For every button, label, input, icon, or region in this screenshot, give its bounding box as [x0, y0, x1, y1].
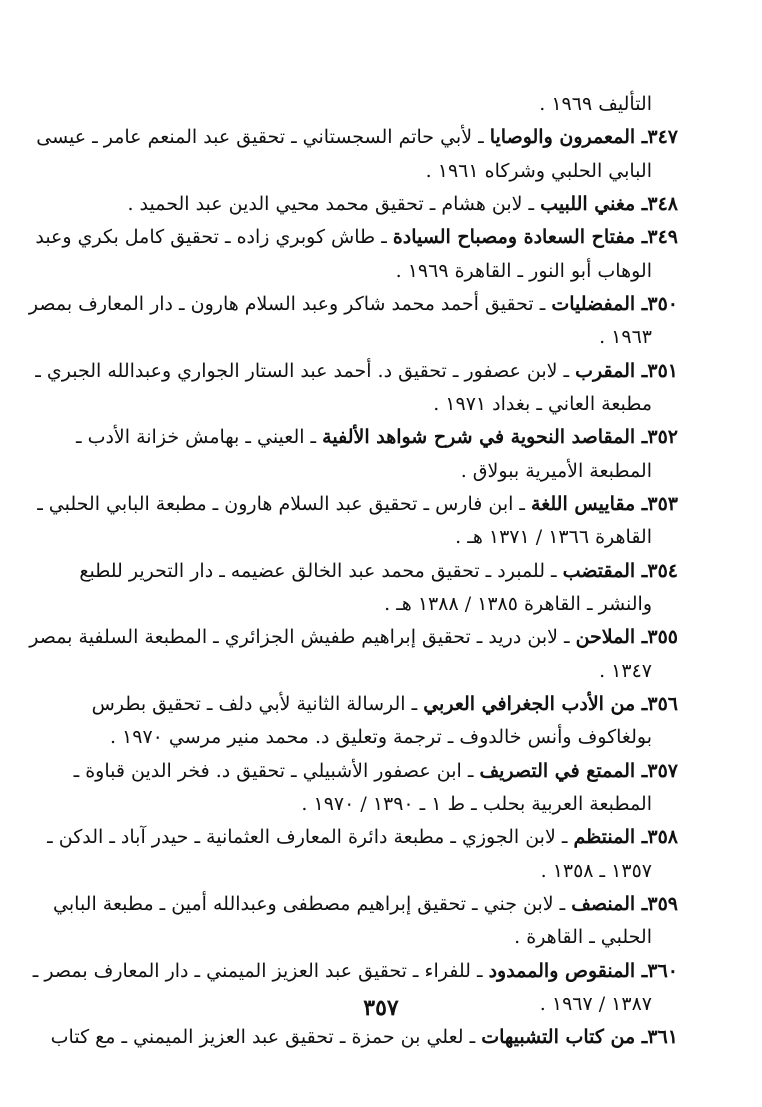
entry-continuation-line — [126, 655, 652, 687]
entry-continuation-line — [126, 88, 652, 120]
entry-number: ٣٦٠ — [647, 960, 678, 982]
entry-text: المطبعة العربية بحلب ـ ط ١ ـ ١٣٩٠ / ١٩٧٠ . — [301, 793, 652, 815]
entry-text: ـ العيني ـ بهامش خزانة الأدب ـ — [75, 426, 323, 448]
entry-text: ـ لابن دريد ـ تحقيق إبراهيم طفيش الجزائري ـ المطبعة السلفية بمصر — [29, 626, 576, 648]
entry-text: ١٣٨٧ / ١٩٦٧ . — [539, 993, 652, 1015]
entry-line — [28, 288, 678, 320]
entry-title: ـ المقتضب — [562, 560, 648, 582]
entry-line — [35, 221, 678, 253]
entry-line — [73, 755, 678, 787]
entry-line — [126, 188, 678, 220]
entry-number: ٣٥٠ — [647, 293, 678, 315]
entry-text: ـ ابن عصفور الأشبيلي ـ تحقيق د. فخر الدين قباوة ـ — [73, 760, 480, 782]
entry-continuation-line — [109, 721, 652, 753]
entry-title: ـ من الأدب الجغرافي العربي — [423, 693, 648, 715]
entry-title: ـ المقاصد النحوية في شرح شواهد الألفية — [322, 426, 648, 448]
entry-text: الوهاب أبو النور ـ القاهرة ١٩٦٩ . — [395, 260, 652, 282]
entry-line — [50, 1021, 678, 1053]
entry-text: ـ الرسالة الثانية لأبي دلف ـ تحقيق بطرس — [91, 693, 424, 715]
entry-text: ـ لابن جني ـ تحقيق إبراهيم مصطفى وعبدالله أمين ـ مطبعة البابي — [53, 893, 572, 915]
entry-text: ١٩٦٣ . — [599, 326, 652, 348]
entry-line — [37, 488, 678, 520]
entry-text: ـ للفراء ـ تحقيق عبد العزيز الميمني ـ دار المعارف بمصر ـ — [32, 960, 489, 982]
entry-number: ٣٥٦ — [647, 693, 678, 715]
entry-line — [29, 621, 678, 653]
entry-line — [36, 121, 678, 153]
entry-line — [35, 355, 678, 387]
entry-number: ٣٥٣ — [647, 493, 678, 515]
entry-title: ـ الملاحن — [575, 626, 648, 648]
entry-title: ـ الممتع في التصريف — [479, 760, 648, 782]
page-number: ٣٥٧ — [363, 995, 399, 1021]
entry-text: والنشر ـ القاهرة ١٣٨٥ / ١٣٨٨ هـ . — [384, 593, 652, 615]
entry-line — [75, 421, 678, 453]
entry-number: ٣٥٨ — [647, 826, 678, 848]
entry-text: ـ لابن عصفور ـ تحقيق د. أحمد عبد الستار الجواري وعبدالله الجبري ـ — [35, 360, 576, 382]
entry-text: ـ لعلي بن حمزة ـ تحقيق عبد العزيز الميمني ـ مع كتاب — [50, 1026, 482, 1048]
entry-text: مطبعة العاني ـ بغداد ١٩٧١ . — [433, 393, 652, 415]
entry-number: ٣٥٩ — [647, 893, 678, 915]
entry-continuation-line — [126, 455, 652, 487]
entry-text: ١٣٤٧ . — [599, 660, 652, 682]
entry-text: التأليف ١٩٦٩ . — [539, 93, 652, 115]
entry-title: ـ المنصف — [571, 893, 648, 915]
entry-number: ٣٤٨ — [647, 193, 678, 215]
entry-continuation-line — [126, 255, 652, 287]
entry-number: ٣٤٧ — [647, 126, 678, 148]
entry-text: الحلبي ـ القاهرة . — [514, 926, 652, 948]
entry-line — [47, 821, 678, 853]
entry-text: ـ لابن هشام ـ تحقيق محمد محيي الدين عبد الحميد . — [127, 193, 541, 215]
entry-text: ـ طاش كوبري زاده ـ تحقيق كامل بكري وعبد — [35, 226, 393, 248]
entry-continuation-line — [126, 388, 652, 420]
entry-text: البابي الحلبي وشركاه ١٩٦١ . — [425, 160, 652, 182]
entry-title: ـ المقرب — [575, 360, 648, 382]
entry-continuation-line — [126, 521, 652, 553]
entry-line — [79, 555, 678, 587]
entry-text: ـ تحقيق أحمد محمد شاكر وعبد السلام هارون ـ دار المعارف بمصر — [28, 293, 552, 315]
entry-text: بولغاكوف وأنس خالدوف ـ ترجمة وتعليق د. محمد منير مرسي ١٩٧٠ . — [109, 726, 652, 748]
entry-text: ـ ابن فارس ـ تحقيق عبد السلام هارون ـ مطبعة البابي الحلبي ـ — [37, 493, 532, 515]
entry-number: ٣٥٥ — [647, 626, 678, 648]
entry-title: ـ المنتظم — [573, 826, 648, 848]
entry-title: ـ من كتاب التشبيهات — [481, 1026, 648, 1048]
entry-line — [32, 955, 678, 987]
entry-text: ـ لأبي حاتم السجستاني ـ تحقيق عبد المنعم عامر ـ عيسى — [36, 126, 490, 148]
entry-text: ١٣٥٧ ـ ١٣٥٨ . — [540, 860, 652, 882]
entry-title: ـ مقاييس اللغة — [531, 493, 648, 515]
entry-continuation-line — [126, 788, 652, 820]
entry-text: ـ للمبرد ـ تحقيق محمد عبد الخالق عضيمه ـ دار التحرير للطبع — [79, 560, 563, 582]
entry-title: ـ المفضليات — [551, 293, 648, 315]
entry-line — [91, 688, 678, 720]
entry-continuation-line — [126, 855, 652, 887]
entry-title: ـ المعمرون والوصايا — [489, 126, 648, 148]
entry-number: ٣٤٩ — [647, 226, 678, 248]
entry-continuation-line — [126, 921, 652, 953]
entry-text: القاهرة ١٣٦٦ / ١٣٧١ هـ . — [455, 526, 652, 548]
entry-number: ٣٦١ — [647, 1026, 678, 1048]
entry-continuation-line — [126, 155, 652, 187]
entry-text: ـ لابن الجوزي ـ مطبعة دائرة المعارف العثمانية ـ حيدر آباد ـ الدكن ـ — [47, 826, 574, 848]
entry-number: ٣٥٧ — [647, 760, 678, 782]
entry-number: ٣٥١ — [647, 360, 678, 382]
entry-number: ٣٥٤ — [647, 560, 678, 582]
entry-continuation-line — [126, 588, 652, 620]
entry-text: المطبعة الأميرية ببولاق . — [460, 460, 652, 482]
entry-line — [53, 888, 678, 920]
entry-title: ـ مغني اللبيب — [540, 193, 648, 215]
entry-number: ٣٥٢ — [647, 426, 678, 448]
entry-title: ـ المنقوص والممدود — [488, 960, 648, 982]
entry-title: ـ مفتاح السعادة ومصباح السيادة — [392, 226, 648, 248]
entry-continuation-line — [126, 321, 652, 353]
